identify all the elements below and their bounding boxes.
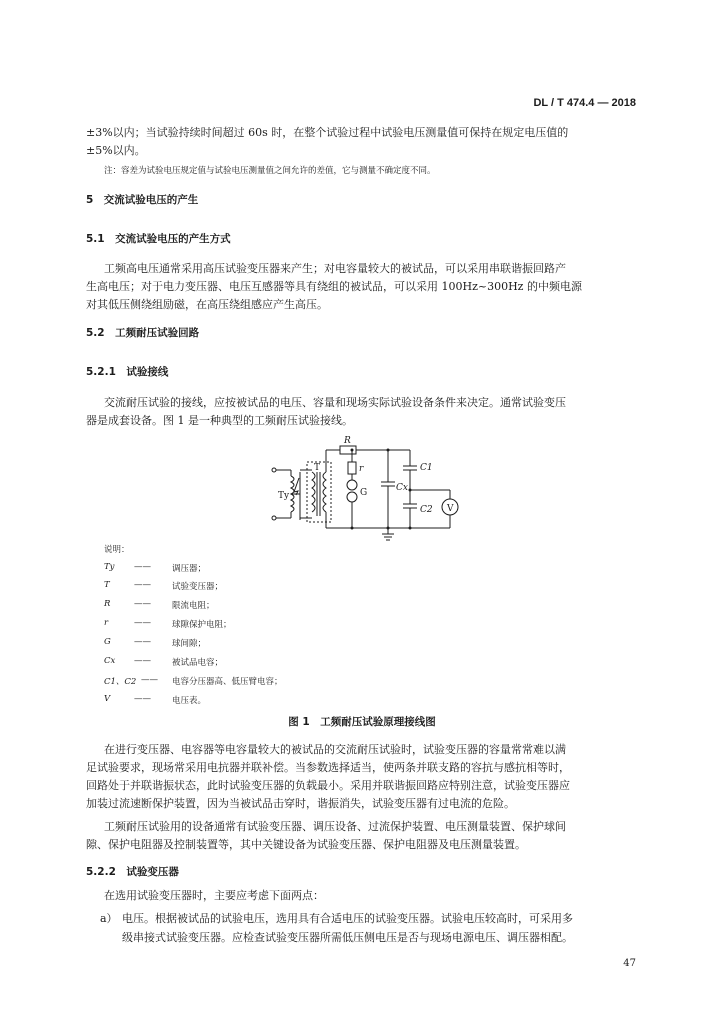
paragraph-line: 交流耐压试验的接线，应按被试品的电压、容量和现场实际试验设备条件来决定。通常试验变压 [104,396,566,409]
legend-symbol: Ty [104,562,115,572]
section-5-1-heading: 5.1 交流试验电压的产生方式 [86,233,231,245]
legend-dash: —— [134,618,151,628]
legend-description: 被试品电容； [172,658,224,668]
list-item-line: 级串接式试验变压器。应检查试验变压器所需低压侧电压是否与现场电源电压、调压器相配。 [122,931,573,944]
paragraph-line: 隙、保护电阻器及控制装置等，其中关键设备为试验变压器、保护电阻器及电压测量装置。 [86,838,526,851]
legend-symbol: C1、C2 [104,677,137,687]
paragraph-line: 工频耐压试验用的设备通常有试验变压器、调压设备、过流保护装置、电压测量装置、保护球间 [104,820,566,833]
legend-description: 限流电阻； [172,601,215,611]
section-5-2-heading: 5.2 工频耐压试验回路 [86,327,200,339]
label-V: V [447,504,454,514]
list-item-line: 电压。根据被试品的试验电压，选用具有合适电压的试验变压器。试验电压较高时，可采用多 [122,912,573,925]
section-5-2-2-heading: 5.2.2 试验变压器 [86,866,179,878]
label-C1: C1 [420,463,433,473]
standard-header: DL / T 474.4 — 2018 [533,97,636,109]
legend-description: 球间隙； [172,639,207,649]
intro-line: ±3%以内；当试验持续时间超过 60s 时，在整个试验过程中试验电压测量值可保持在规定电压值的 [86,126,569,139]
paragraph-line: 生高电压；对于电力变压器、电压互感器等具有绕组的被试品，可以采用 100Hz~300Hz 的中频电源 [86,280,582,293]
legend-description: 球隙保护电阻； [172,620,232,630]
label-Cx: Cx [396,483,408,493]
note-text: 注：容差为试验电压规定值与试验电压测量值之间允许的差值，它与测量不确定度不同。 [104,166,436,176]
paragraph-line: 在选用试验变压器时，主要应考虑下面两点： [104,889,324,902]
list-item-marker: a） [100,912,118,925]
label-C2: C2 [420,505,433,515]
legend-dash: —— [134,694,151,704]
legend-dash: —— [134,562,151,572]
section-5-2-1-heading: 5.2.1 试验接线 [86,366,169,378]
legend-symbol: R [104,599,111,609]
paragraph-line: 工频高电压通常采用高压试验变压器来产生；对电容量较大的被试品，可以采用串联谐振回路产 [104,262,566,275]
legend-symbol: V [104,694,111,704]
legend-symbol: G [104,637,111,647]
paragraph-line: 对其低压侧绕组励磁，在高压绕组感应产生高压。 [86,298,328,311]
label-r: r [359,464,364,474]
label-R: R [344,436,351,446]
paragraph-line: 回路处于并联谐振状态，此时试验变压器的负载最小。采用并联谐振回路应特别注意，试验变压器应 [86,779,570,792]
legend-symbol: T [104,580,110,590]
legend-title: 说明： [104,545,130,555]
paragraph-line: 加装过流速断保护装置，因为当被试品击穿时，谐振消失，试验变压器有过电流的危险。 [86,797,515,810]
legend-dash: —— [134,656,151,666]
circuit-diagram [262,432,472,542]
legend-description: 调压器； [172,564,207,574]
paragraph-line: 器是成套设备。图 1 是一种典型的工频耐压试验接线。 [86,414,353,427]
figure-caption: 图 1 工频耐压试验原理接线图 [288,716,436,728]
legend-dash: —— [134,637,151,647]
legend-dash: —— [134,580,151,590]
intro-line: ±5%以内。 [86,144,146,157]
legend-symbol: r [104,618,109,628]
legend-dash: —— [141,675,158,685]
legend-dash: —— [134,599,151,609]
label-Ty: Ty [278,491,290,501]
paragraph-line: 在进行变压器、电容器等电容量较大的被试品的交流耐压试验时，试验变压器的容量常常难以满 [104,743,566,756]
legend-description: 电压表。 [172,696,207,706]
label-G: G [360,488,368,498]
legend-symbol: Cx [104,656,116,666]
legend-description: 试验变压器； [172,582,224,592]
page-number: 47 [623,958,636,969]
section-5-heading: 5 交流试验电压的产生 [86,194,199,206]
legend-description: 电容分压器高、低压臂电容； [172,677,283,687]
label-T: T [314,463,321,473]
paragraph-line: 足试验要求，现场常采用电抗器并联补偿。当参数选择适当，使两条并联支路的容抗与感抗相等时， [86,761,570,774]
